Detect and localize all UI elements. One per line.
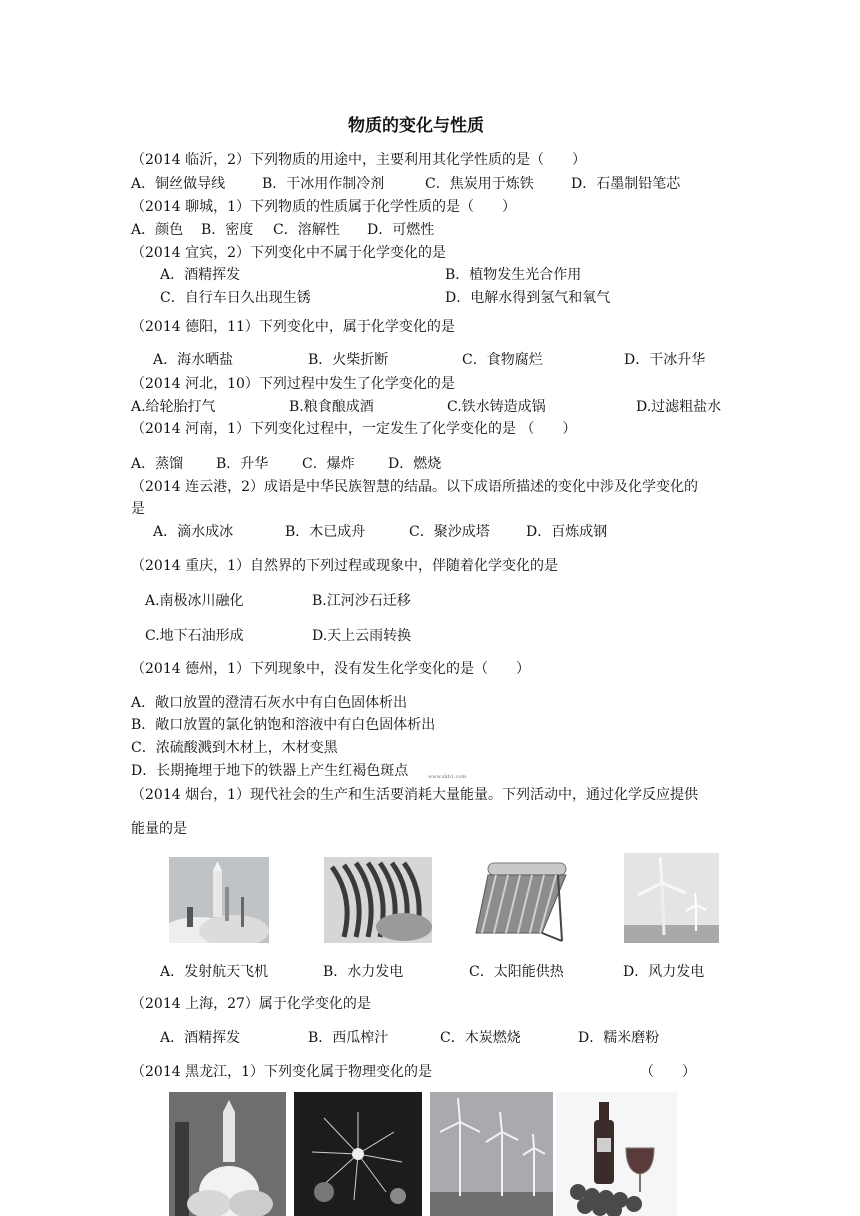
q9-option-a: A．敞口放置的澄清石灰水中有白色固体析出: [131, 695, 408, 711]
q6-option-c: C．爆炸: [302, 456, 355, 472]
q10-option-c: C．太阳能供热: [469, 964, 564, 980]
fireworks-photo: [294, 1092, 422, 1216]
q10-stem: （2014 烟台，1）现代社会的生产和生活要消耗大量能量。下列活动中，通过化学反应提供: [131, 787, 698, 803]
q3-option-b: B．植物发生光合作用: [445, 267, 582, 283]
q12-stem: （2014 黑龙江，1）下列变化属于物理变化的是: [131, 1064, 432, 1080]
q5-stem: （2014 河北，10）下列过程中发生了化学变化的是: [131, 376, 455, 392]
q7-stem: （2014 连云港，2）成语是中华民族智慧的结晶。以下成语所描述的变化中涉及化学变化的: [131, 479, 698, 495]
q7-option-b: B．木已成舟: [285, 524, 366, 540]
q6-option-b: B．升华: [216, 456, 269, 472]
shuttle-launch-photo: [169, 1092, 286, 1216]
q9-stem: （2014 德州，1）下列现象中，没有发生化学变化的是（ ）: [131, 661, 530, 677]
q9-watermark-text: www.xkb1.com: [428, 774, 467, 780]
rocket-launch-photo: [169, 857, 269, 943]
q6-option-a: A．蒸馏: [131, 456, 184, 472]
q4-option-b: B．火柴折断: [308, 352, 389, 368]
q2-option-d: D．可燃性: [367, 222, 435, 238]
q11-option-c: C．木炭燃烧: [440, 1030, 521, 1046]
wine-grapes-photo: [556, 1092, 677, 1216]
q1-option-b: B．干冰用作制冷剂: [262, 176, 385, 192]
q2-stem: （2014 聊城，1）下列物质的性质属于化学性质的是（ ）: [131, 199, 516, 215]
q12-answer-paren: （ ）: [640, 1064, 696, 1080]
q5-option-c: C.铁水铸造成锅: [447, 399, 546, 415]
wind-farm-photo: [430, 1092, 553, 1216]
q10-stem-continued: 能量的是: [131, 821, 187, 837]
q5-option-b: B.粮食酿成酒: [289, 399, 374, 415]
q1-stem: （2014 临沂，2）下列物质的用途中，主要利用其化学性质的是（ ）: [131, 152, 586, 168]
q7-option-c: C．聚沙成塔: [409, 524, 490, 540]
q4-stem: （2014 德阳，11）下列变化中，属于化学变化的是: [131, 319, 455, 335]
q11-stem: （2014 上海，27）属于化学变化的是: [131, 996, 371, 1012]
q3-option-a: A．酒精挥发: [160, 267, 241, 283]
q1-option-c: C．焦炭用于炼铁: [425, 176, 534, 192]
q1-option-a: A．铜丝做导线: [131, 176, 226, 192]
q7-stem-continued: 是: [131, 501, 145, 517]
q8-option-b: B.江河沙石迁移: [312, 593, 411, 609]
q4-option-a: A．海水晒盐: [153, 352, 234, 368]
page-title: 物质的变化与性质: [348, 116, 484, 136]
q9-option-d: D．长期掩埋于地下的铁器上产生红褐色斑点: [131, 763, 409, 779]
solar-water-heater-photo: [470, 853, 570, 943]
q8-option-d: D.天上云雨转换: [312, 628, 412, 644]
q10-option-a: A．发射航天飞机: [160, 964, 269, 980]
q3-option-c: C．自行车日久出现生锈: [160, 290, 311, 306]
q8-option-a: A.南极冰川融化: [145, 593, 244, 609]
water-turbine-photo: [324, 857, 432, 943]
q9-option-b: B．敞口放置的氯化钠饱和溶液中有白色固体析出: [131, 717, 436, 733]
q3-stem: （2014 宜宾，2）下列变化中不属于化学变化的是: [131, 245, 446, 261]
q2-option-b: B．密度: [201, 222, 254, 238]
q11-option-b: B．西瓜榨汁: [308, 1030, 389, 1046]
q3-option-d: D．电解水得到氢气和氧气: [445, 290, 611, 306]
q8-option-c: C.地下石油形成: [145, 628, 244, 644]
q1-option-d: D．石墨制铅笔芯: [571, 176, 681, 192]
q4-option-d: D．干冰升华: [624, 352, 706, 368]
q5-option-a: A.给轮胎打气: [131, 399, 216, 415]
q6-option-d: D．燃烧: [388, 456, 442, 472]
q9-option-c: C．浓硫酸溅到木材上，木材变黑: [131, 740, 338, 756]
q2-option-c: C．溶解性: [273, 222, 340, 238]
q8-stem: （2014 重庆，1）自然界的下列过程或现象中，伴随着化学变化的是: [131, 558, 558, 574]
q10-option-d: D．风力发电: [623, 964, 705, 980]
q2-option-a: A．颜色: [131, 222, 184, 238]
q7-option-a: A．滴水成冰: [153, 524, 234, 540]
q11-option-d: D．糯米磨粉: [578, 1030, 660, 1046]
q6-stem: （2014 河南，1）下列变化过程中，一定发生了化学变化的是 （ ）: [131, 421, 577, 437]
q4-option-c: C．食物腐烂: [462, 352, 543, 368]
q10-option-b: B．水力发电: [323, 964, 404, 980]
q7-option-d: D．百炼成钢: [526, 524, 608, 540]
q11-option-a: A．酒精挥发: [160, 1030, 241, 1046]
q5-option-d: D.过滤粗盐水: [636, 399, 722, 415]
wind-turbine-photo: [624, 853, 719, 943]
